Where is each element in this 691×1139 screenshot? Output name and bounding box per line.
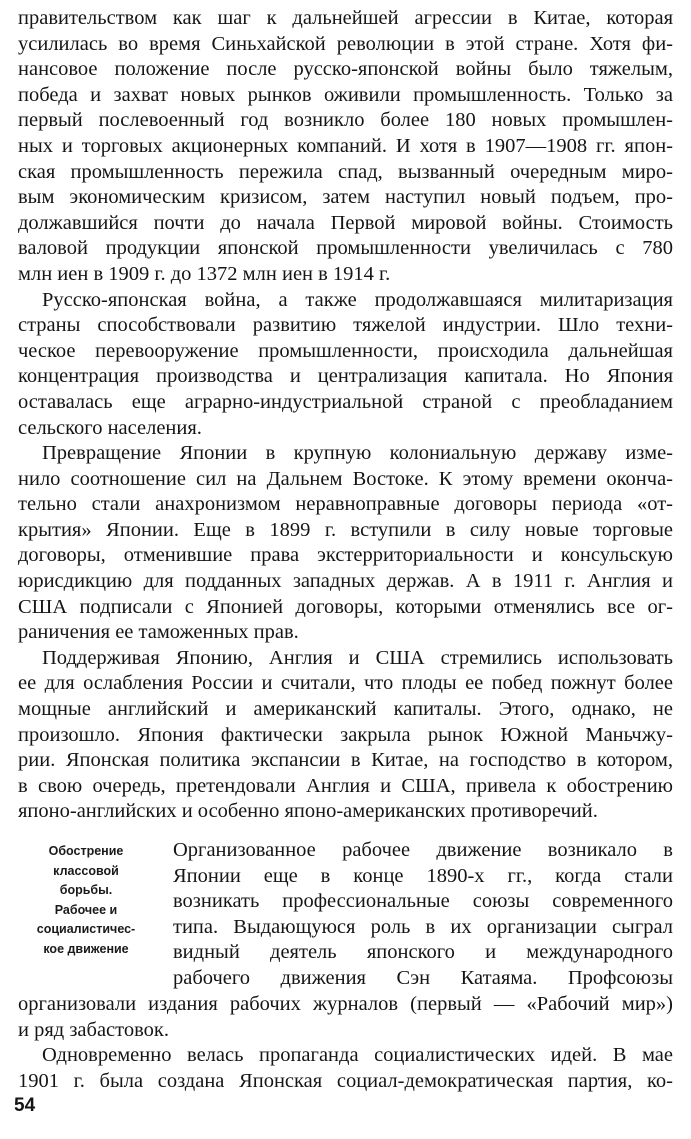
text-line: произошло. Япония фактически закрыла рынок Южной Маньчжу- — [18, 723, 673, 746]
paragraph — [18, 646, 673, 825]
text-line: США подписали с Японией договоры, которыми отменялись все ог- — [18, 595, 673, 618]
text-line: видный деятель японского и международного — [173, 941, 673, 964]
text-line: тельно стали анахронизмом неравноправные договоры периода «от- — [18, 493, 673, 516]
margin-heading-line: социалистичес- — [36, 922, 136, 936]
text-line: Японии еще в конце 1890-х гг., когда стали — [173, 864, 673, 887]
text-line: типа. Выдающуюся роль в их организации сыграл — [173, 915, 673, 938]
paragraph — [18, 441, 673, 646]
text-line: в свою очередь, претендовали Англия и США, привела к обострению — [18, 774, 673, 797]
text-line: победа и захват новых рынков оживили промышленность. Только за — [18, 83, 673, 106]
margin-heading-line: классовой — [53, 863, 119, 878]
text-line: юрисдикцию для подданных западных держав. А в 1911 г. Англия и — [18, 570, 673, 593]
text-line: страны способствовали развитию тяжелой индустрии. Шло техни- — [18, 314, 673, 337]
main-text — [18, 6, 673, 825]
section-text-continued — [18, 992, 673, 1094]
text-line: ее для ослабления России и считали, что плоды ее побед пожнут более — [18, 672, 673, 695]
margin-heading — [10, 842, 162, 959]
text-line: раничения ее таможенных прав. — [18, 621, 299, 644]
text-line: рабочего движения Сэн Катаяма. Профсоюзы — [173, 966, 673, 989]
text-line: сельского населения. — [18, 416, 202, 439]
text-line: японо-английских и особенно японо-американских противоречий. — [18, 800, 598, 823]
text-line: Русско-японская война, а также продолжавшаяся милитаризация — [42, 288, 673, 311]
text-line: возникать профессиональные союзы современного — [173, 890, 673, 913]
text-line: первый послевоенный год возникло более 180 новых промышлен- — [18, 109, 673, 132]
text-line: нансовое положение после русско-японской войны было тяжелым, — [18, 58, 673, 81]
text-line: Организованное рабочее движение возникало в — [173, 839, 673, 861]
margin-heading-line: кое движение — [43, 941, 129, 956]
text-line: и ряд забастовок. — [18, 1018, 169, 1041]
text-line: мощные английский и американский капиталы. Этого, однако, не — [18, 698, 673, 721]
text-line: рии. Японская политика экспансии в Китае, на господство в котором, — [18, 749, 673, 772]
page-number: 54 — [14, 1095, 36, 1116]
text-line: организовали издания рабочих журналов (первый — «Рабочий мир») — [18, 993, 673, 1015]
text-line: ческое перевооружение промышленности, происходила дальнейшая — [18, 339, 673, 362]
text-line: ных и торговых акционерных компаний. И хотя в 1907—1908 гг. япон- — [18, 134, 673, 157]
text-line: валовой продукции японской промышленности увеличилась с 780 — [18, 237, 673, 260]
text-line: Превращение Японии в крупную колониальную державу изме- — [42, 442, 673, 465]
text-line: крытия» Японии. Еще в 1899 г. вступили в силу новые торговые — [18, 518, 673, 541]
paragraph — [18, 288, 673, 442]
text-line: усилилась во время Синьхайской революции в этой стране. Хотя фи- — [18, 32, 673, 55]
section-text-beside-heading — [173, 838, 673, 992]
margin-heading-line: Рабочее и — [54, 902, 118, 917]
text-line: должавшийся почти до начала Первой мировой войны. Стоимость — [18, 211, 673, 234]
text-line: 1901 г. была создана Японская социал-демократическая партия, ко- — [18, 1069, 673, 1092]
text-line: оставалась еще аграрно-индустриальной страной с преобладанием — [18, 390, 673, 413]
text-line: Поддерживая Японию, Англия и США стремились использовать — [42, 646, 673, 669]
text-line: вым экономическим кризисом, затем наступил новый подъем, про- — [18, 186, 673, 209]
paragraph — [18, 6, 673, 288]
text-line: нило соотношение сил на Дальнем Востоке. К этому времени оконча- — [18, 467, 673, 490]
text-line: млн иен в 1909 г. до 1372 млн иен в 1914 г. — [18, 262, 391, 285]
margin-heading-line: Обострение — [48, 844, 124, 858]
text-line: концентрация производства и централизация капитала. Но Япония — [18, 365, 673, 388]
text-line: ская промышленность пережила спад, вызванный очередным миро- — [18, 160, 673, 183]
text-line: договоры, отменившие права экстерриториальности и консульскую — [18, 544, 673, 567]
text-line: Одновременно велась пропаганда социалистических идей. В мае — [42, 1044, 673, 1067]
margin-heading-line: борьбы. — [59, 883, 113, 897]
text-line: правительством как шаг к дальнейшей агрессии в Китае, которая — [18, 7, 673, 29]
